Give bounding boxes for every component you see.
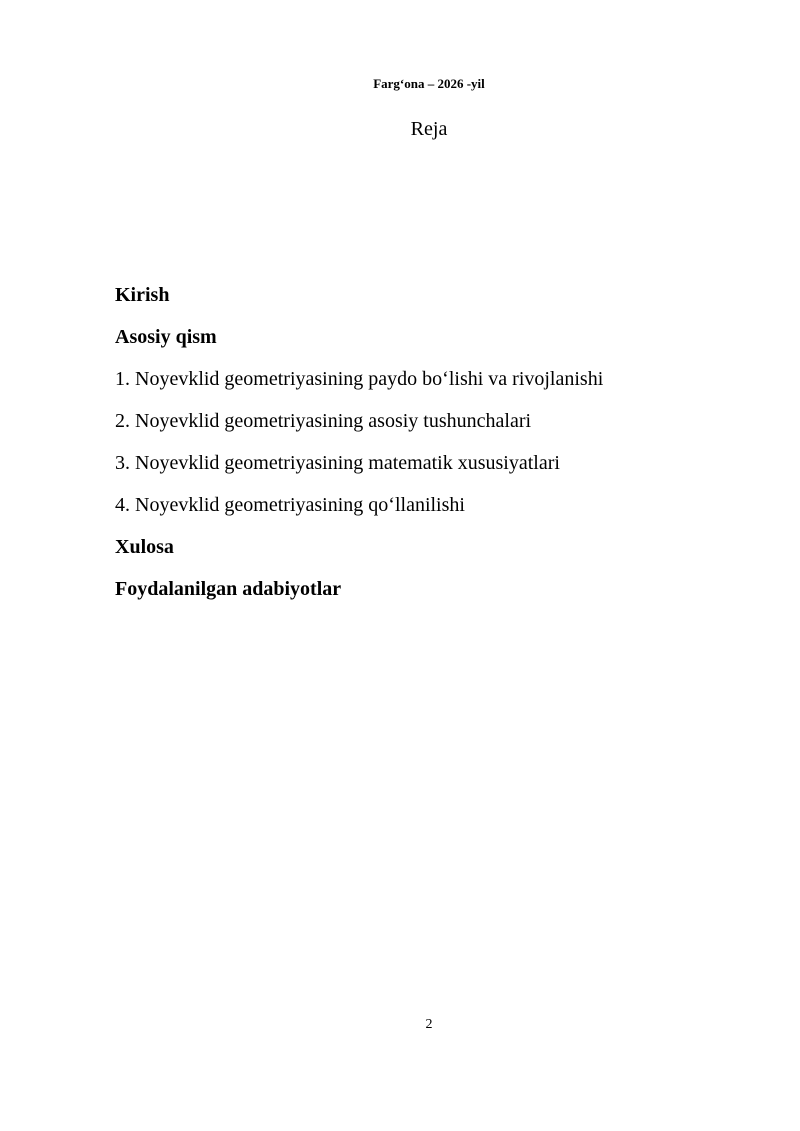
plan-item-kirish: Kirish xyxy=(115,284,170,306)
plan-item-asosiy-qism: Asosiy qism xyxy=(115,326,217,348)
plan-item-adabiyotlar: Foydalanilgan adabiyotlar xyxy=(115,578,342,600)
place-year-line: Farg‘ona – 2026 -yil xyxy=(373,76,485,91)
page-number: 2 xyxy=(425,1017,433,1032)
plan-item-xulosa: Xulosa xyxy=(115,536,174,558)
plan-item-4: 4. Noyevklid geometriyasining qo‘llanilishi xyxy=(115,494,465,516)
plan-list xyxy=(115,282,735,618)
plan-title: Reja xyxy=(410,118,448,140)
plan-item-2: 2. Noyevklid geometriyasining asosiy tushunchalari xyxy=(115,410,532,432)
plan-item-3: 3. Noyevklid geometriyasining matematik xususiyatlari xyxy=(115,452,560,474)
plan-item-1: 1. Noyevklid geometriyasining paydo bo‘lishi va rivojlanishi xyxy=(115,368,604,390)
